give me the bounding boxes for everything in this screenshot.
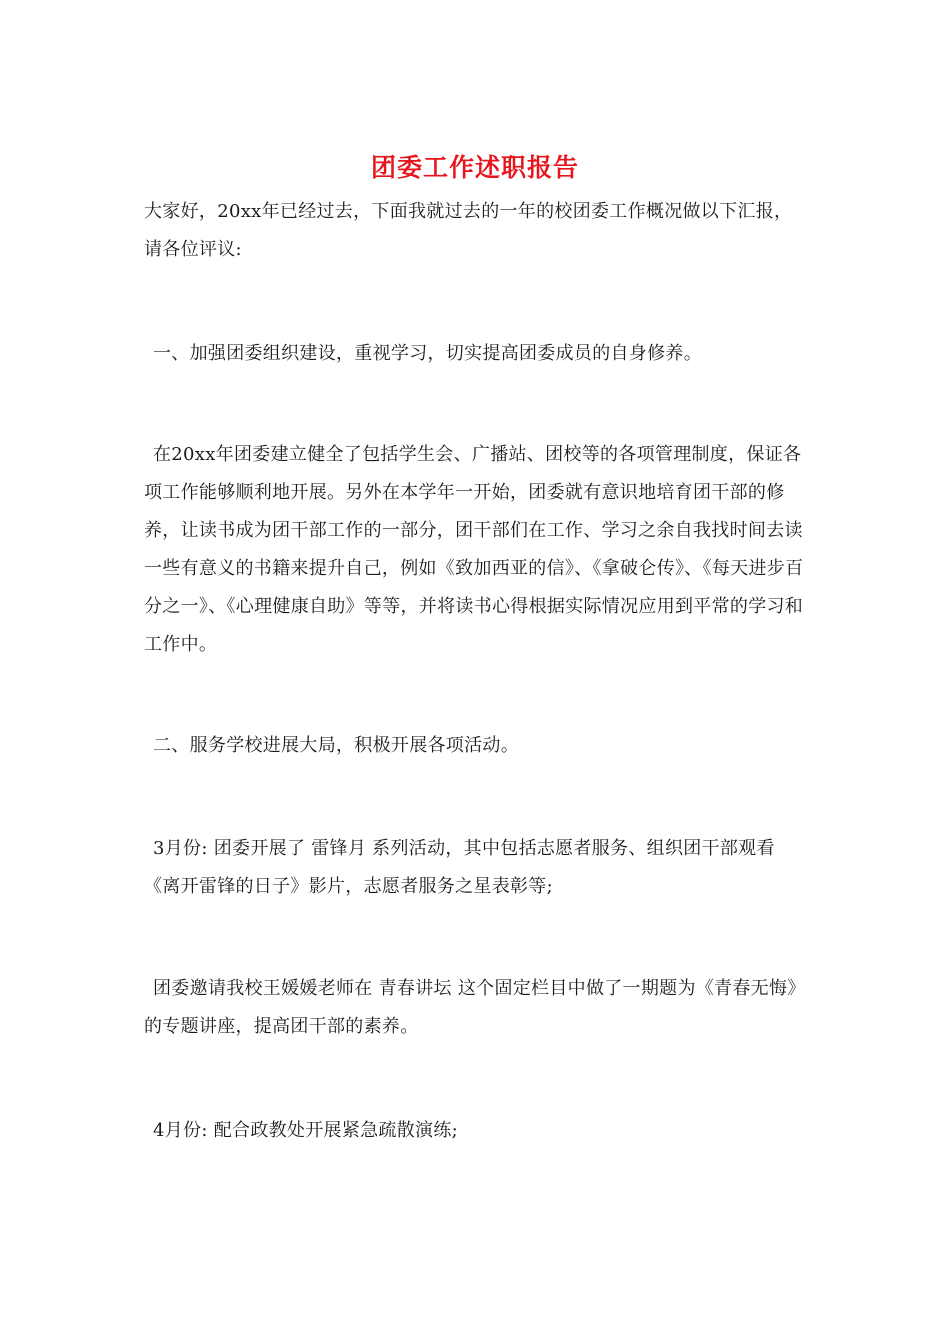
- section-heading-1: 一、加强团委组织建设，重视学习，切实提高团委成员的自身修养。: [153, 343, 702, 364]
- paragraph-lecture: 团委邀请我校王媛媛老师在 青春讲坛 这个固定栏目中做了一期题为《青春无悔》的专题讲座，提高团干部的素养。: [144, 978, 806, 1037]
- paragraph-april: 4月份: 配合政教处开展紧急疏散演练;: [153, 1120, 459, 1141]
- section-heading-2: 二、服务学校进展大局，积极开展各项活动。: [153, 735, 519, 756]
- paragraph-section-1-body: 在20xx年团委建立健全了包括学生会、广播站、团校等的各项管理制度，保证各项工作能够顺利地开展。另外在本学年一开始，团委就有意识地培育团干部的修养，让读书成为团干部工作的一部分，团干部们在工作、学习之余自我找时间去读一些有意义的书籍来提升自己，例如《致加西亚的信》、《拿破仑传》、《每天进步百分之一》、《心理健康自助》等等，并将读书心得根据实际情况应用到平常的学习和工作中。: [144, 444, 804, 655]
- paragraph-march: 3月份: 团委开展了 雷锋月 系列活动，其中包括志愿者服务、组织团干部观看《离开雷锋的日子》影片，志愿者服务之星表彰等;: [144, 838, 775, 897]
- paragraph-greeting: 大家好，20xx年已经过去，下面我就过去的一年的校团委工作概况做以下汇报，请各位评议:: [144, 201, 793, 260]
- document-title: 团委工作述职报告: [370, 153, 579, 182]
